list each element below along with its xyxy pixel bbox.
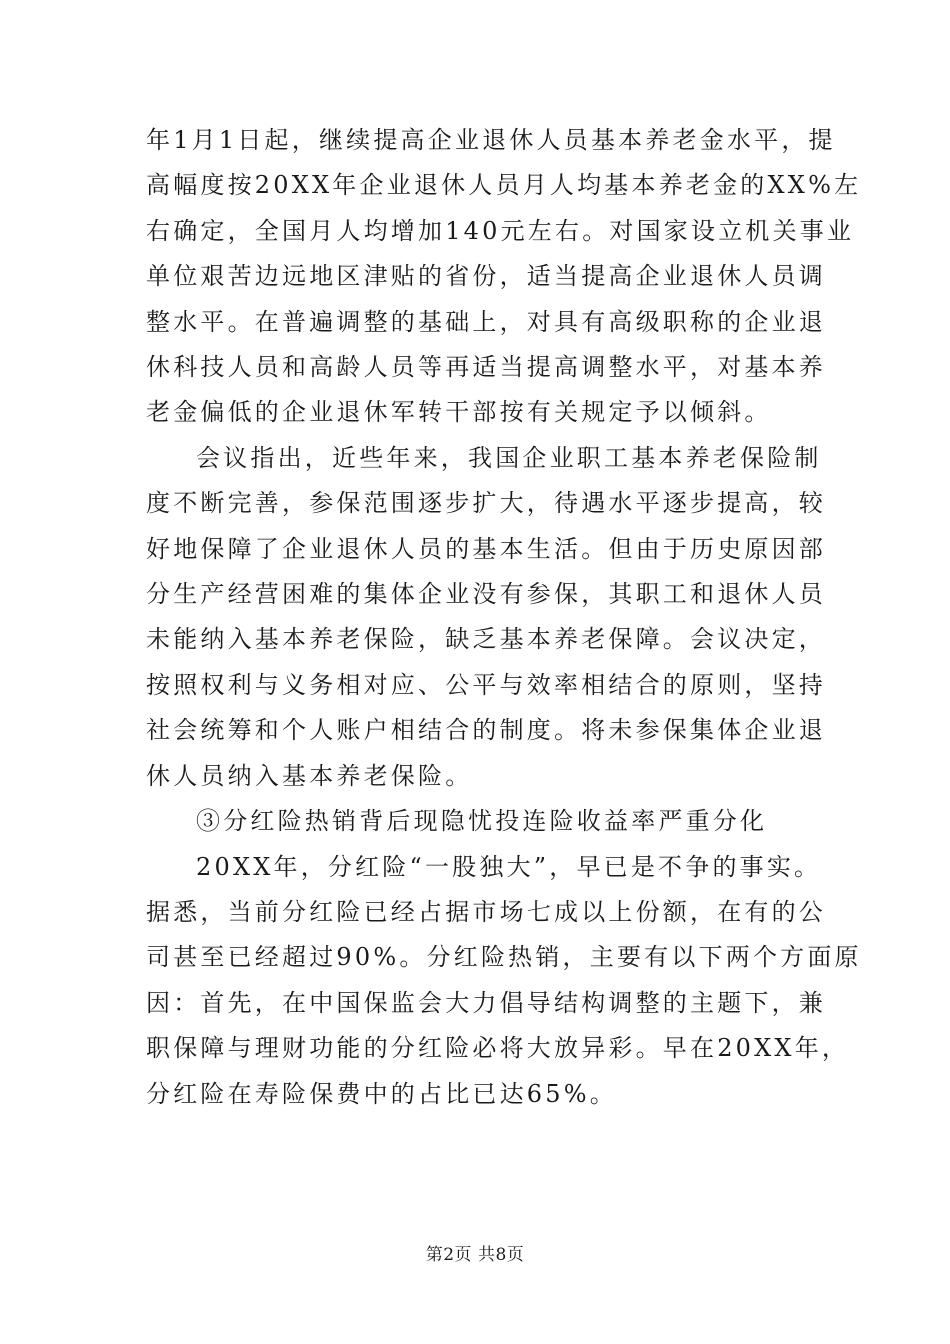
text-line: 20XX年，分红险“一股独大”，早已是不争的事实。 xyxy=(196,852,822,881)
text-line: 高幅度按20XX年企业退休人员月人均基本养老金的XX%左 xyxy=(146,171,862,200)
text-line: 度不断完善，参保范围逐步扩大，待遇水平逐步提高，较 xyxy=(146,489,826,518)
text-line: 司甚至已经超过90%。分红险热销，主要有以下两个方面原 xyxy=(146,943,862,972)
text-line: 分红险在寿险保费中的占比已达65%。 xyxy=(146,1079,617,1108)
text-line: 好地保障了企业退休人员的基本生活。但由于历史原因部 xyxy=(146,534,826,563)
text-line: 分生产经营困难的集体企业没有参保，其职工和退休人员 xyxy=(146,580,826,609)
text-line: 休人员纳入基本养老保险。 xyxy=(146,761,473,790)
text-line: 按照权利与义务相对应、公平与效率相结合的原则，坚持 xyxy=(146,670,826,699)
document-body xyxy=(146,118,862,1117)
text-line: 休科技人员和高龄人员等再适当提高调整水平，对基本养 xyxy=(146,353,826,382)
text-line: 年1月1日起，继续提高企业退休人员基本养老金水平，提 xyxy=(146,126,836,154)
text-line: 社会统筹和个人账户相结合的制度。将未参保集体企业退 xyxy=(146,716,826,745)
text-line: 整水平。在普遍调整的基础上，对具有高级职称的企业退 xyxy=(146,307,826,336)
text-line: 右确定，全国月人均增加140元左右。对国家设立机关事业 xyxy=(146,216,855,245)
text-line: 职保障与理财功能的分红险必将大放异彩。早在20XX年， xyxy=(146,1034,850,1063)
text-line: 老金偏低的企业退休军转干部按有关规定予以倾斜。 xyxy=(146,398,772,427)
text-line: ③分红险热销背后现隐忧投连险收益率严重分化 xyxy=(196,807,768,836)
text-line: 单位艰苦边远地区津贴的省份，适当提高企业退休人员调 xyxy=(146,262,826,291)
text-line: 未能纳入基本养老保险，缺乏基本养老保障。会议决定， xyxy=(146,625,826,654)
text-line: 因：首先，在中国保监会大力倡导结构调整的主题下，兼 xyxy=(146,988,826,1017)
text-line: 据悉，当前分红险已经占据市场七成以上份额，在有的公 xyxy=(146,897,826,926)
page-number-footer: 第2页 共8页 xyxy=(425,1245,525,1265)
text-line: 会议指出，近些年来，我国企业职工基本养老保险制 xyxy=(196,443,822,472)
